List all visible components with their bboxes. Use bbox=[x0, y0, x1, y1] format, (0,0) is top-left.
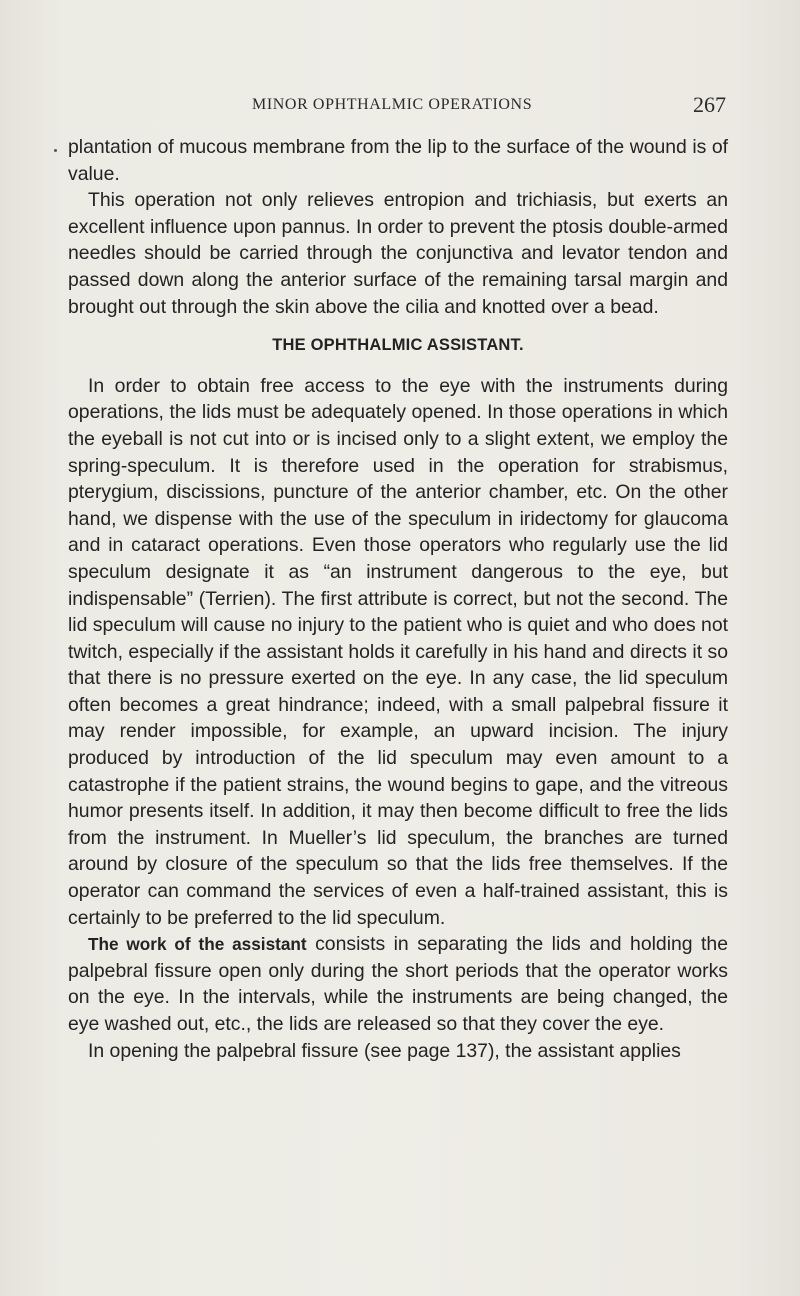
paragraph-lid-speculum: In order to obtain free access to the eye with the instruments during operations, the lids must be adequately opened. In those operations in which the eyeball is not cut into or is incised only to a slight extent, we employ the spring-speculum. It is therefore used in the operation for strabismus, pterygium, discissions, puncture of the anterior chamber, etc. On the other hand, we dispense with the use of the speculum in iridectomy for glaucoma and in cataract operations. Even those operators who regularly use the lid speculum designate it as “an instrument dangerous to the eye, but indispensable” (Terrien). The first attribute is correct, but not the second. The lid speculum will cause no injury to the patient who is quiet and who does not twitch, especially if the assistant holds it carefully in his hand and directs it so that there is no pressure exerted on the eye. In any case, the lid speculum often becomes a great hindrance; indeed, with a small palpebral fissure it may render impossible, for example, an upward incision. The injury produced by introduction of the lid speculum may even amount to a catastrophe if the patient strains, the wound begins to gape, and the vitreous humor presents itself. In addition, it may then become difficult to free the lids from the instrument. In Mueller’s lid speculum, the branches are turned around by closure of the speculum so that the lids free themselves. If the operator can command the services of even a half-trained assistant, this is certainly to be preferred to the lid speculum. bbox=[68, 374, 728, 929]
page-body bbox=[68, 134, 728, 1064]
paragraph-assistant-work bbox=[68, 931, 728, 1037]
page-number: 267 bbox=[693, 92, 726, 117]
paragraph-lead-in: The work of the assistant bbox=[88, 934, 307, 955]
section-heading: THE OPHTHALMIC ASSISTANT. bbox=[272, 336, 524, 355]
paragraph-entropion-operation: This operation not only relieves entropion and trichiasis, but exerts an excellent influence upon pannus. In order to prevent the ptosis double-armed needles should be carried through the conjunctiva and levator tendon and passed down along the anterior surface of the remaining tarsal margin and brought out through the skin above the cilia and knotted over a bead. bbox=[68, 189, 728, 318]
running-head: MINOR OPHTHALMIC OPERATIONS bbox=[252, 96, 533, 113]
paragraph-continuation: plantation of mucous membrane from the lip to the surface of the wound is of value. bbox=[68, 136, 728, 185]
paragraph-opening-fissure: In opening the palpebral fissure (see page 137), the assistant applies bbox=[88, 1039, 681, 1062]
page-header bbox=[68, 94, 726, 124]
paragraph-assistant-work-text: consists in separating the lids and holding the palpebral fissure open only during the short periods that the operator works on the eye. In the intervals, while the instruments are being changed, the eye washed out, etc., the lids are released so that they cover the eye. bbox=[68, 933, 729, 1035]
ink-speck bbox=[54, 149, 57, 152]
